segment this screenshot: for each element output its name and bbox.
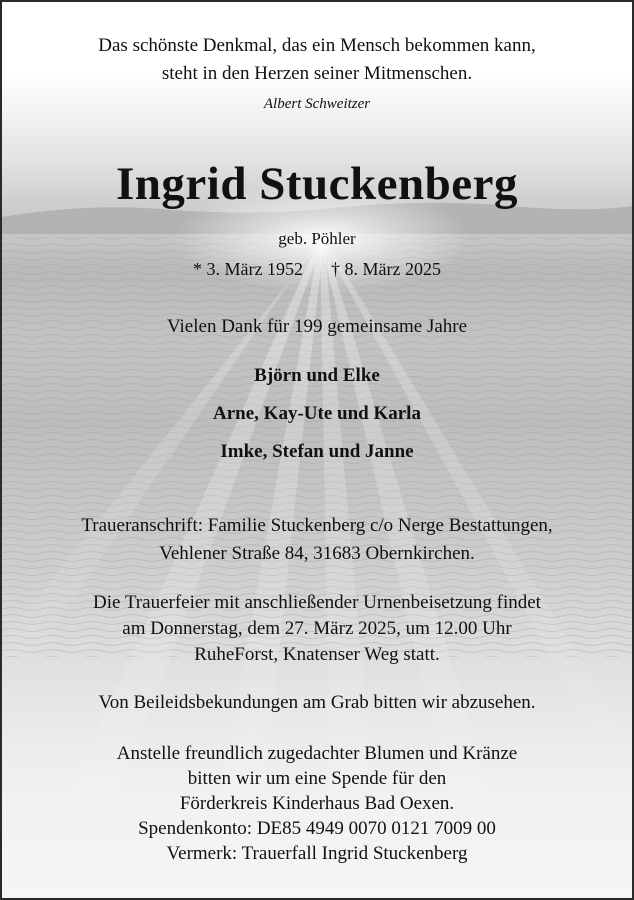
donation-line-1: Anstelle freundlich zugedachter Blumen und Kränze (116, 743, 518, 764)
life-dates (2, 259, 632, 280)
quote-line-1: Das schönste Denkmal, das ein Mensch bekommen kann, (98, 35, 536, 56)
service-line-1: Die Trauerfeier mit anschließender Urnenbeisetzung findet (93, 592, 541, 613)
family-line: Imke, Stefan und Janne (220, 441, 414, 462)
funeral-service-info (2, 590, 632, 668)
donation-line-2: bitten wir um eine Spende für den (187, 768, 447, 789)
deceased-name: Ingrid Stuckenberg (115, 158, 519, 210)
address-line-2: Vehlener Straße 84, 31683 Obernkirchen. (159, 543, 475, 564)
quote-line-2: steht in den Herzen seiner Mitmenschen. (161, 63, 473, 84)
birth-name: geb. Pöhler (278, 229, 356, 248)
donation-info (2, 741, 632, 866)
family-line: Arne, Kay-Ute und Karla (213, 403, 421, 424)
condolences-note: Von Beileidsbekundungen am Grab bitten wir abzusehen. (98, 692, 536, 713)
donation-account: Spendenkonto: DE85 4949 0070 0121 7009 00 (138, 818, 496, 839)
thanks-line: Vielen Dank für 199 gemeinsame Jahre (166, 316, 468, 337)
service-line-2: am Donnerstag, dem 27. März 2025, um 12.00 Uhr (122, 618, 512, 639)
quote-author: Albert Schweitzer (263, 96, 371, 112)
donation-line-3: Förderkreis Kinderhaus Bad Oexen. (179, 793, 455, 814)
death-date: † 8. März 2025 (331, 259, 441, 279)
address-line-1: Traueranschrift: Familie Stuckenberg c/o Nerge Bestattungen, (81, 515, 553, 536)
donation-reference: Vermerk: Trauerfall Ingrid Stuckenberg (166, 843, 468, 864)
mourning-address (2, 512, 632, 568)
service-line-3: RuheForst, Knatenser Weg statt. (194, 644, 440, 665)
quote-text (2, 32, 632, 88)
birth-date: * 3. März 1952 (193, 259, 303, 279)
family-line: Björn und Elke (254, 365, 380, 386)
